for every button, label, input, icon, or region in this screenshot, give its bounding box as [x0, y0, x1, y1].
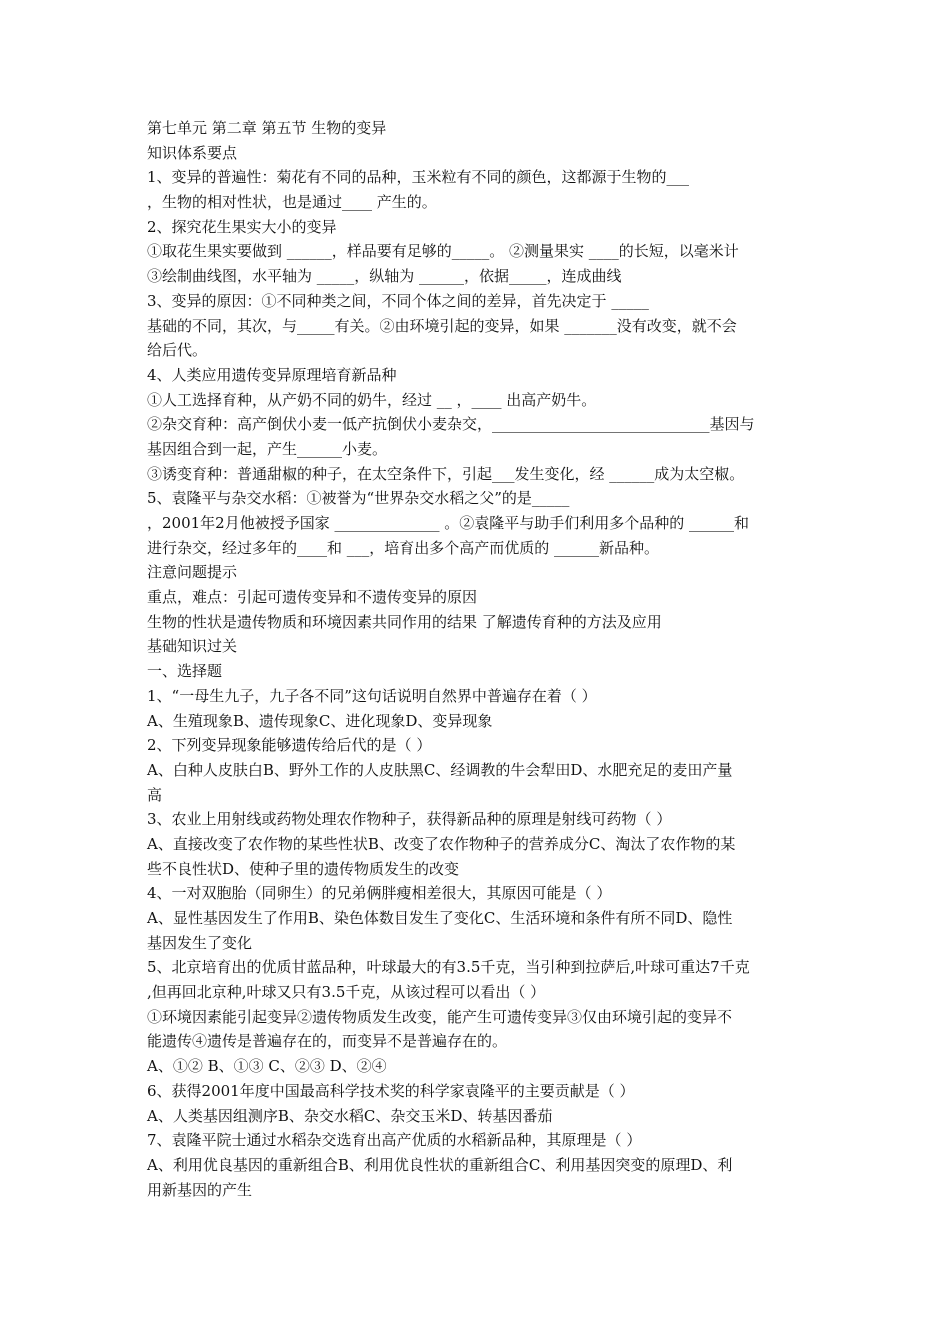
text-line: ③绘制曲线图，水平轴为 _____，纵轴为 ______，依据_____，连成曲线 — [147, 267, 622, 286]
text-line: 4、一对双胞胎（同卵生）的兄弟俩胖瘦相差很大，其原因可能是（ ） — [147, 884, 612, 903]
text-line: 2、下列变异现象能够遗传给后代的是（ ） — [147, 736, 432, 755]
text-line: 重点，难点：引起可遗传变异和不遗传变异的原因 — [147, 588, 478, 607]
text-line: 2、探究花生果实大小的变异 — [147, 217, 337, 236]
text-line: 4、人类应用遗传变异原理培育新品种 — [147, 365, 397, 384]
document-body — [147, 116, 817, 1202]
text-line: 1、变异的普遍性：菊花有不同的品种，玉米粒有不同的颜色，这都源于生物的___ — [147, 168, 690, 187]
text-line: 7、袁隆平院士通过水稻杂交选育出高产优质的水稻新品种，其原理是（ ） — [147, 1131, 642, 1150]
text-line: ②杂交育种：高产倒伏小麦一低产抗倒伏小麦杂交，_____________________________基因与 — [147, 415, 755, 434]
text-line: ①人工选择育种，从产奶不同的奶牛，经过 __ ，____ 出高产奶牛。 — [147, 390, 597, 409]
text-line: 5、北京培育出的优质甘蓝品种，叶球最大的有3.5千克，当引种到拉萨后,叶球可重达7千克 — [147, 958, 750, 977]
text-line: ，2001年2月他被授予国家 ______________ 。②袁隆平与助手们利用多个品种的 ______和 — [147, 514, 750, 532]
text-line: ，生物的相对性状，也是通过____ 产生的。 — [147, 193, 437, 212]
text-line: 6、获得2001年度中国最高科学技术奖的科学家袁隆平的主要贡献是（ ） — [147, 1081, 635, 1100]
text-line: 1、“一母生九子，九子各不同”这句话说明自然界中普遍存在着（ ） — [147, 686, 597, 705]
text-line: ,但再回北京种,叶球又只有3.5千克，从该过程可以看出（ ） — [147, 983, 546, 1002]
text-line: A、①② B、①③ C、②③ D、②④ — [147, 1057, 387, 1076]
text-line: 一、选择题 — [147, 662, 223, 681]
text-line: 基础的不同，其次，与_____有关。②由环境引起的变异，如果 _______没有改变，就不会 — [147, 316, 737, 335]
text-line: 用新基因的产生 — [147, 1180, 253, 1199]
text-line: 5、袁隆平与杂交水稻：①被誉为“世界杂交水稻之父”的是_____ — [147, 489, 570, 508]
text-line: 知识体系要点 — [147, 143, 238, 162]
text-line: A、直接改变了农作物的某些性状B、改变了农作物种子的营养成分C、淘汰了农作物的某 — [147, 834, 736, 853]
text-line: 3、农业上用射线或药物处理农作物种子，获得新品种的原理是射线可药物（ ） — [147, 810, 672, 829]
text-line: 第七单元 第二章 第五节 生物的变异 — [147, 119, 387, 137]
text-line: A、生殖现象B、遗传现象C、进化现象D、变异现象 — [147, 711, 493, 730]
text-line: 能遗传④遗传是普遍存在的，而变异不是普遍存在的。 — [147, 1032, 508, 1051]
text-line: 进行杂交，经过多年的____和 ___，培育出多个高产而优质的 ______新品种。 — [147, 538, 660, 557]
text-line: ①取花生果实要做到 ______，样品要有足够的_____。 ②测量果实 ____的长短，以毫米计 — [147, 242, 739, 261]
text-line: 高 — [147, 785, 163, 804]
text-line: A、显性基因发生了作用B、染色体数目发生了变化C、生活环境和条件有所不同D、隐性 — [147, 909, 733, 927]
text-line: 给后代。 — [147, 341, 208, 360]
text-line: 注意问题提示 — [147, 563, 238, 582]
text-line: 些不良性状D、使种子里的遗传物质发生的改变 — [147, 859, 460, 878]
text-line: ③诱变育种：普通甜椒的种子，在太空条件下，引起___发生变化，经 ______成为太空椒。 — [147, 464, 745, 483]
text-line: ①环境因素能引起变异②遗传物质发生改变，能产生可遗传变异③仅由环境引起的变异不 — [147, 1007, 733, 1026]
text-line: 生物的性状是遗传物质和环境因素共同作用的结果 了解遗传育种的方法及应用 — [147, 612, 662, 631]
text-line: A、白种人皮肤白B、野外工作的人皮肤黑C、经调教的牛会犁田D、水肥充足的麦田产量 — [147, 760, 733, 779]
text-line: A、利用优良基因的重新组合B、利用优良性状的重新组合C、利用基因突变的原理D、利 — [147, 1155, 733, 1174]
text-line: 3、变异的原因：①不同种类之间，不同个体之间的差异，首先决定于 _____ — [147, 291, 649, 310]
text-line: 基因发生了变化 — [147, 933, 253, 952]
text-line: 基础知识过关 — [147, 637, 238, 656]
text-line: 基因组合到一起，产生______小麦。 — [147, 439, 388, 458]
text-line: A、人类基因组测序B、杂交水稻C、杂交玉米D、转基因番茄 — [147, 1106, 553, 1125]
